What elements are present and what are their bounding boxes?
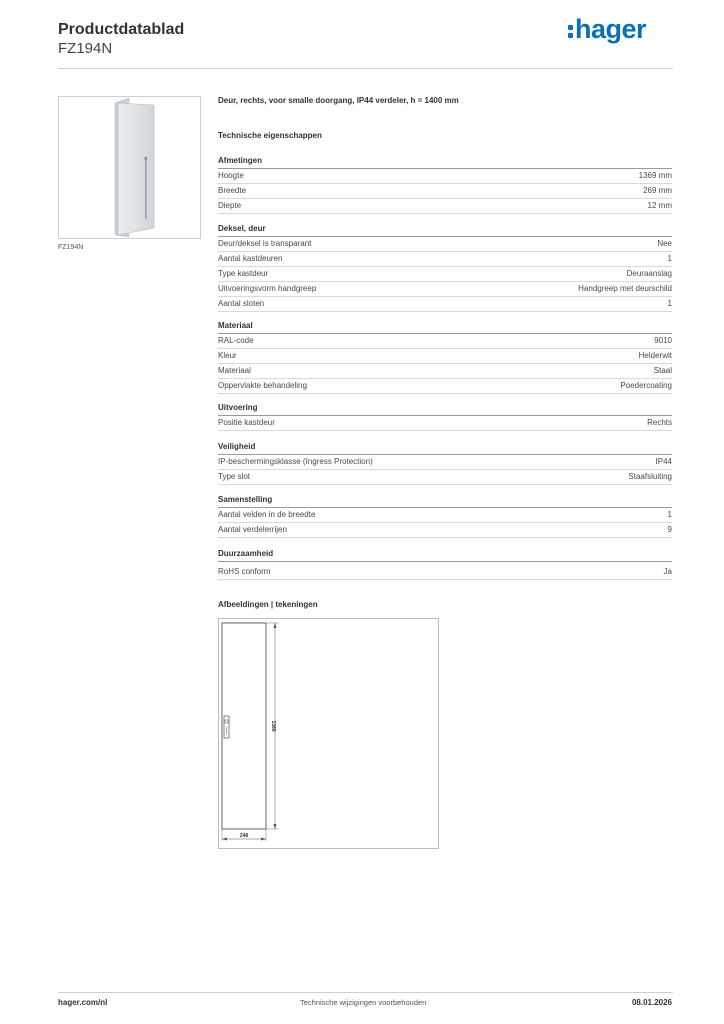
footer-divider bbox=[58, 992, 673, 993]
group-samenstelling bbox=[218, 495, 672, 538]
row-label: Type kastdeur bbox=[218, 269, 269, 278]
group-uitvoering bbox=[218, 403, 672, 431]
row-label: Diepte bbox=[218, 201, 242, 210]
row-value: Staafsluiting bbox=[628, 472, 672, 481]
table-row bbox=[218, 267, 672, 282]
row-label: Oppervlakte behandeling bbox=[218, 381, 307, 390]
row-value: 1 bbox=[667, 299, 672, 308]
door-photo-icon bbox=[59, 97, 200, 238]
width-dimension: 248 bbox=[239, 833, 249, 839]
table-row bbox=[218, 455, 672, 470]
image-caption: FZ194N bbox=[58, 244, 84, 251]
group-title: Materiaal bbox=[218, 321, 672, 334]
row-label: Aantal velden in de breedte bbox=[218, 510, 316, 519]
table-row bbox=[218, 282, 672, 297]
group-title: Deksel, deur bbox=[218, 224, 672, 237]
table-row bbox=[218, 523, 672, 538]
row-value: 9010 bbox=[654, 336, 672, 345]
table-row bbox=[218, 252, 672, 267]
product-description: Deur, rechts, voor smalle doorgang, IP44 verdeler, h = 1400 mm bbox=[218, 96, 459, 105]
product-image bbox=[58, 96, 201, 239]
row-value: 1 bbox=[667, 254, 672, 263]
row-value: 1369 mm bbox=[638, 171, 672, 180]
table-row bbox=[218, 184, 672, 199]
product-code: FZ194N bbox=[58, 40, 113, 57]
row-label: Uitvoeringsvorm handgreep bbox=[218, 284, 317, 293]
row-value: Deuraanslag bbox=[626, 269, 672, 278]
row-label: RoHS conform bbox=[218, 567, 271, 576]
row-value: Nee bbox=[657, 239, 672, 248]
footer-disclaimer: Technische wijzigingen voorbehouden bbox=[300, 998, 427, 1007]
group-materiaal bbox=[218, 321, 672, 394]
row-label: Positie kastdeur bbox=[218, 418, 275, 427]
row-label: Aantal kastdeuren bbox=[218, 254, 283, 263]
table-row bbox=[218, 379, 672, 394]
row-label: Breedte bbox=[218, 186, 247, 195]
table-row bbox=[218, 297, 672, 312]
table-row bbox=[218, 416, 672, 431]
row-value: Handgreep met deurschild bbox=[578, 284, 672, 293]
group-veiligheid bbox=[218, 442, 672, 485]
group-title: Uitvoering bbox=[218, 403, 672, 416]
group-title: Veiligheid bbox=[218, 442, 672, 455]
row-value: Rechts bbox=[647, 418, 672, 427]
row-value: IP44 bbox=[655, 457, 672, 466]
group-title: Samenstelling bbox=[218, 495, 672, 508]
logo-dots-icon bbox=[568, 22, 574, 38]
table-row bbox=[218, 470, 672, 485]
logo-text: hager bbox=[575, 14, 647, 44]
group-title: Afmetingen bbox=[218, 156, 672, 169]
table-row bbox=[218, 334, 672, 349]
row-value: Helderwit bbox=[638, 351, 672, 360]
table-row bbox=[218, 364, 672, 379]
table-row bbox=[218, 237, 672, 252]
row-label: RAL-code bbox=[218, 336, 254, 345]
row-value: Staal bbox=[653, 366, 672, 375]
row-label: Materiaal bbox=[218, 366, 251, 375]
row-label: Deur/deksel is transparant bbox=[218, 239, 312, 248]
header-divider bbox=[58, 68, 673, 69]
row-label: IP-beschermingsklasse (Ingress Protection) bbox=[218, 457, 373, 466]
table-row bbox=[218, 169, 672, 184]
section-heading: Technische eigenschappen bbox=[218, 131, 322, 140]
row-label: Type slot bbox=[218, 472, 251, 481]
group-duurzaamheid bbox=[218, 549, 672, 580]
table-row bbox=[218, 349, 672, 364]
row-value: 1 bbox=[667, 510, 672, 519]
row-label: Aantal verdelerrijen bbox=[218, 525, 287, 534]
group-deksel-deur bbox=[218, 224, 672, 312]
footer-website-link[interactable]: hager.com/nl bbox=[58, 998, 108, 1007]
row-label: Aantal sloten bbox=[218, 299, 265, 308]
row-value: 12 mm bbox=[647, 201, 672, 210]
row-label: Hoogte bbox=[218, 171, 244, 180]
group-title: Duurzaamheid bbox=[218, 549, 672, 562]
row-label: Kleur bbox=[218, 351, 237, 360]
hager-logo[interactable] bbox=[568, 14, 646, 45]
footer-date: 08.01.2026 bbox=[631, 998, 672, 1007]
row-value: 9 bbox=[667, 525, 672, 534]
page-title: Productdatablad bbox=[58, 21, 185, 38]
table-row bbox=[218, 565, 672, 580]
table-row bbox=[218, 508, 672, 523]
drawings-heading: Afbeeldingen | tekeningen bbox=[218, 600, 318, 609]
door-drawing-icon bbox=[219, 619, 438, 848]
row-value: Ja bbox=[663, 567, 672, 576]
row-value: Poedercoating bbox=[620, 381, 672, 390]
group-afmetingen bbox=[218, 156, 672, 214]
technical-drawing bbox=[218, 618, 439, 849]
row-value: 269 mm bbox=[643, 186, 672, 195]
height-dimension: 1369 bbox=[270, 720, 276, 732]
table-row bbox=[218, 199, 672, 214]
